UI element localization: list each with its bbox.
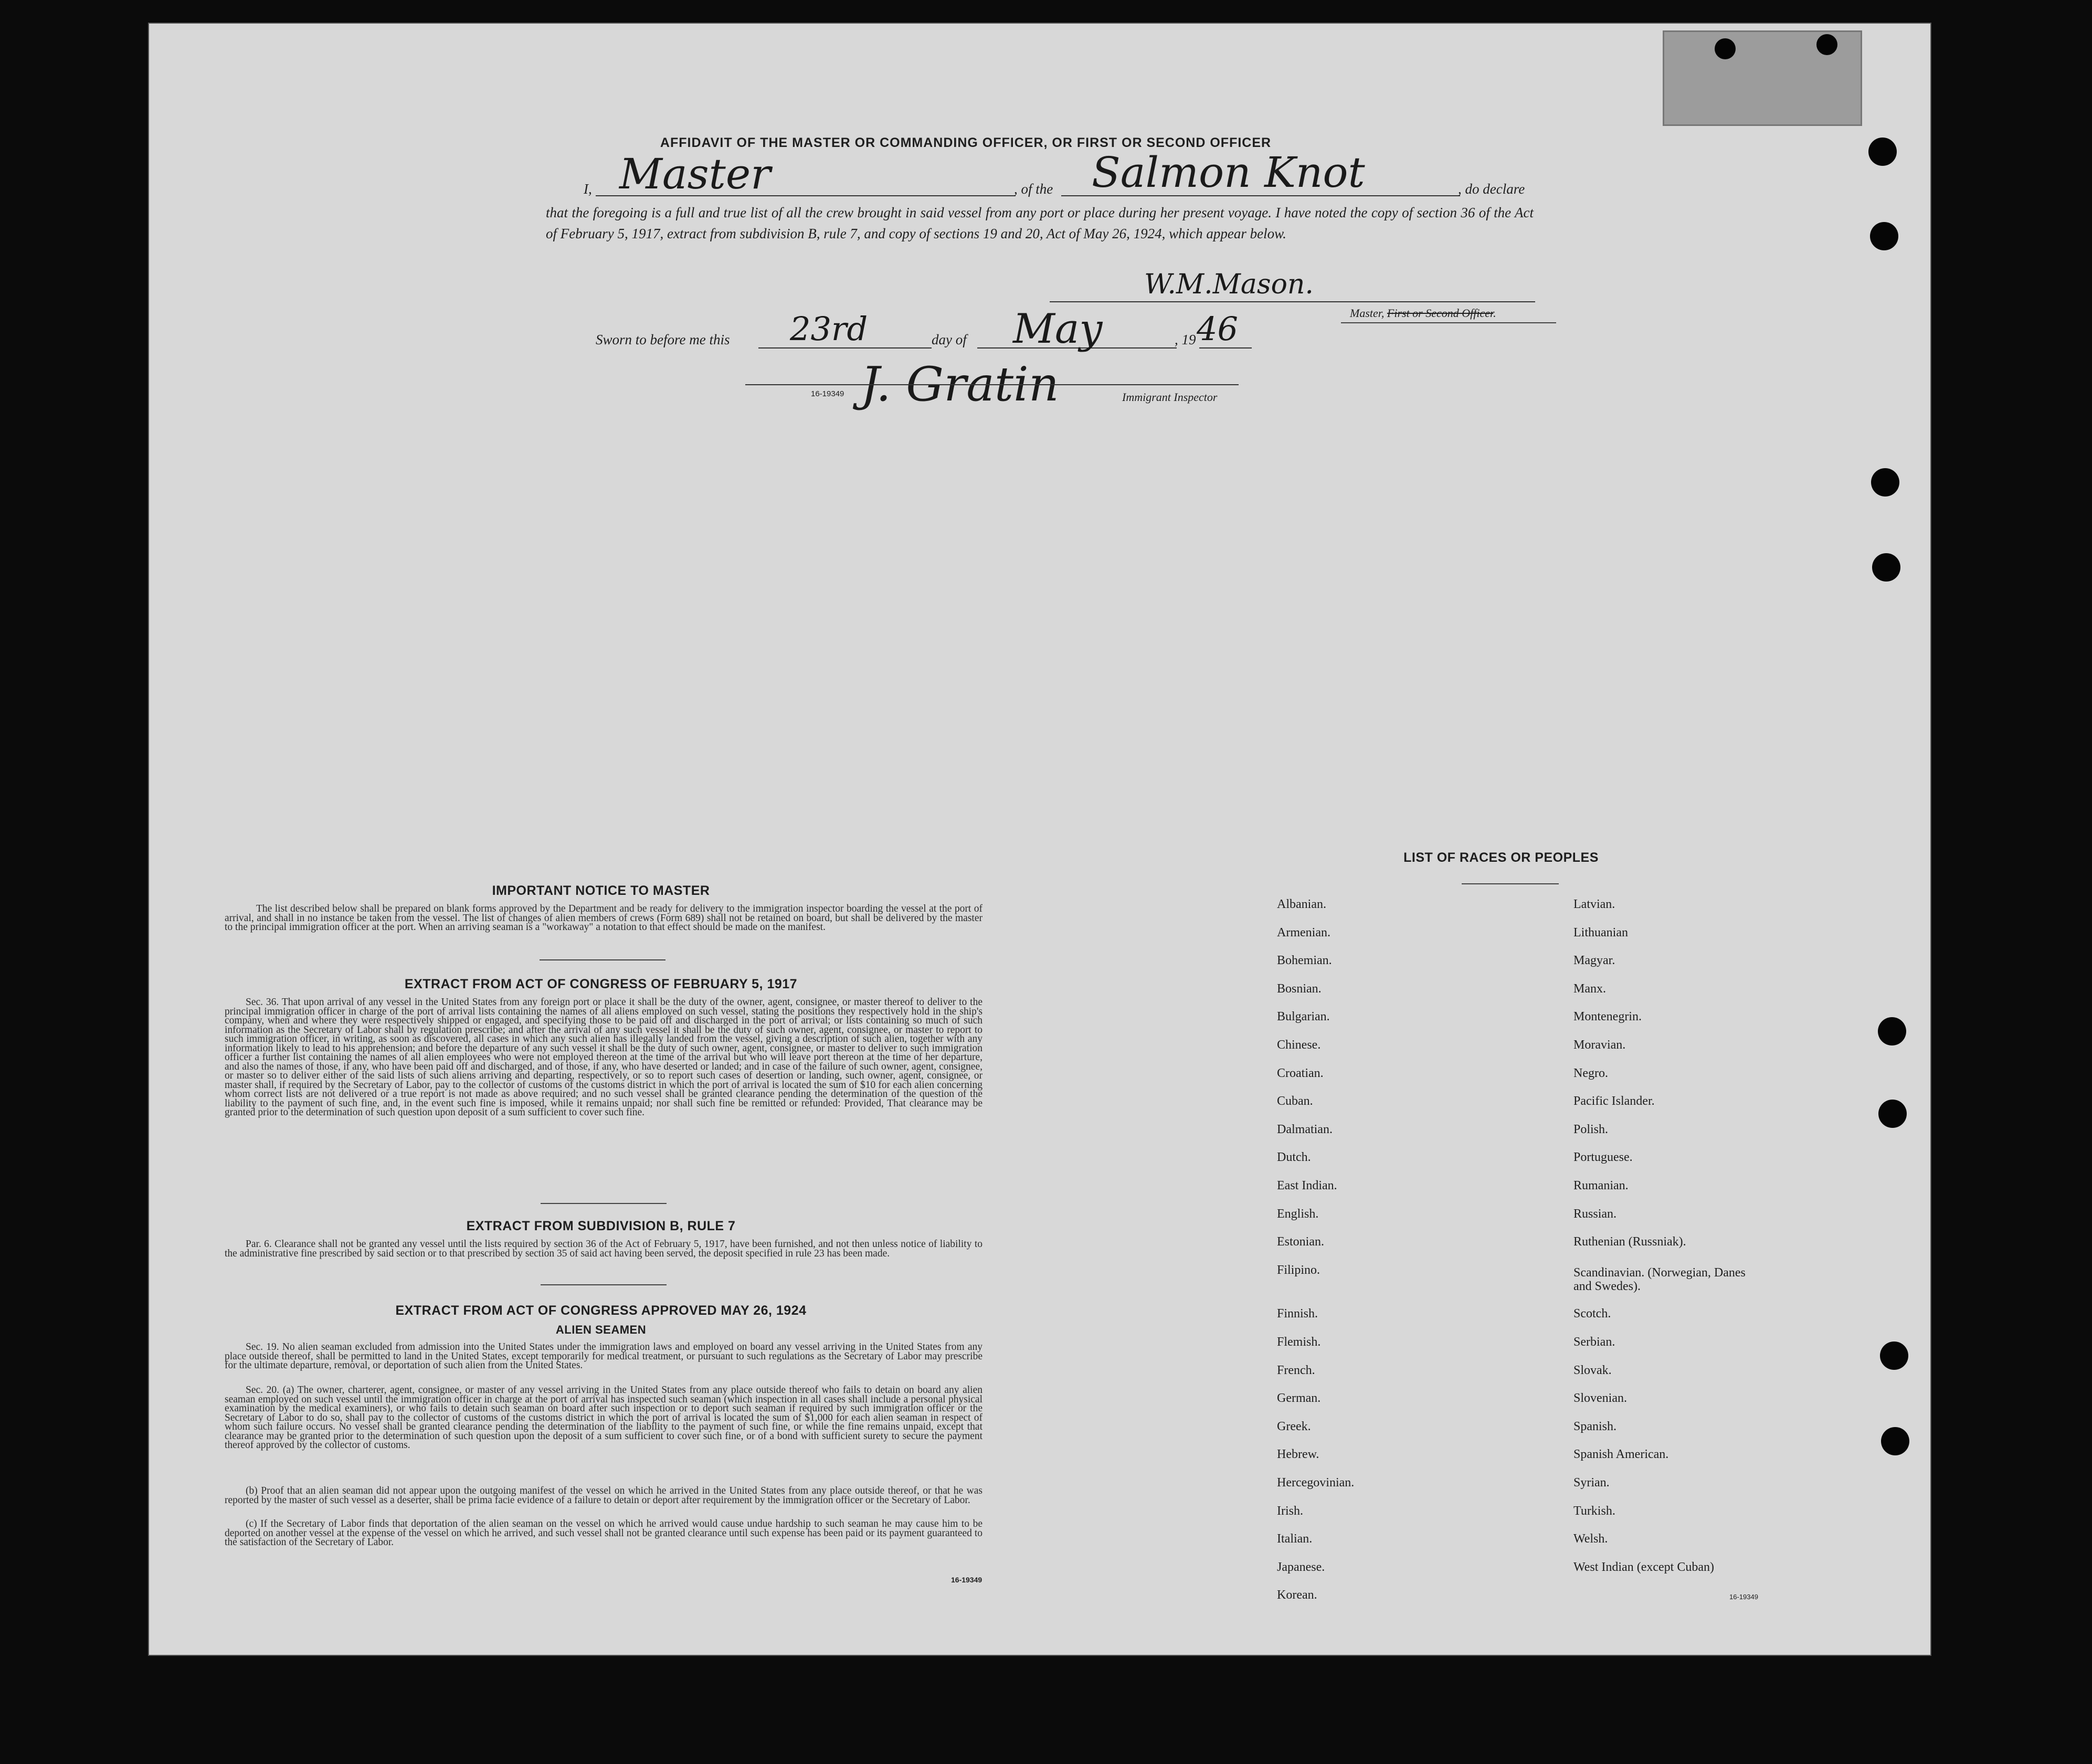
race-item: Manx. — [1573, 981, 1606, 996]
race-item: Russian. — [1573, 1207, 1617, 1221]
race-item: Estonian. — [1277, 1235, 1324, 1249]
signature-line — [1050, 301, 1535, 302]
master-signature: W.M.Mason. — [1144, 269, 1314, 300]
inspector-caption: Immigrant Inspector — [1122, 390, 1218, 404]
binder-hole — [1881, 1427, 1909, 1455]
extract-1917-text: Sec. 36. That upon arrival of any vessel in the United States from any foreign port or place it shall be the duty of the owner, agent, consignee, or master thereof to deliver to the principal immigration officer in charge of the port of arrival lists containing the names of all aliens employed on such vessel, stating the positions they respectively hold in the ship's company, when and where they were respectively shipped or engaged, and specifying those to be paid off and discharged in the port of arrival; or lists containing so much of such information as the Secretary of Labor shall by regulation prescribe; and after the arrival of any such vessel it shall be the duty of such owner, agent, consignee, or master to report to such immigration officer, in writing, as soon as discovered, all cases in which any such alien has illegally landed from the vessel, giving a description of such alien, together with any information likely to lead to his apprehension; and before the departure of any such vessel it shall be the duty of such owner, agent, consignee, or master to deliver to such immigration officer a further list containing the names of all alien employees who were not employed thereon at the time of the arrival but who will leave port thereon at the time of her departure, and also the names of those, if any, who have been paid off and discharged, and of those, if any, who have deserted or landed; and in case of the failure of such owner, agent, consignee, or master so to deliver either of the said lists of such aliens arriving and departing, respectively, or so to report such cases of desertion or landing, such owner, agent, consignee, or master shall, if required by the Secretary of Labor, pay to the collector of customs of the customs district in which the port of arrival is located the sum of $10 for each alien concerning whom correct lists are not delivered or a true report is not made as above required; and no such vessel shall be granted clearance pending the determination of the question of the liability to the payment of such fine, and, in the event such fine is imposed, while it remains unpaid; nor shall such fine be remitted or refunded: Provided, That clearance may be granted prior to the determination of such question upon deposit of a sum sufficient to cover such fine. — [225, 997, 982, 1118]
of-the-label: , of the — [1014, 181, 1053, 197]
sworn-day: 23rd — [790, 310, 868, 348]
sworn-month: May — [1013, 305, 1103, 353]
race-item: Cuban. — [1277, 1094, 1313, 1108]
race-item: Bosnian. — [1277, 981, 1322, 996]
race-item: Serbian. — [1573, 1335, 1615, 1349]
race-item: Irish. — [1277, 1504, 1303, 1518]
race-item: French. — [1277, 1363, 1315, 1377]
master-handwriting: Master — [619, 150, 771, 198]
race-item: Albanian. — [1277, 897, 1326, 911]
vessel-handwriting: Salmon Knot — [1092, 148, 1365, 197]
divider — [541, 1203, 667, 1204]
divider — [1462, 883, 1559, 884]
race-item: Turkish. — [1573, 1504, 1615, 1518]
race-item: Armenian. — [1277, 925, 1330, 939]
extract-1924-subtitle: ALIEN SEAMEN — [555, 1323, 647, 1336]
race-item: Hebrew. — [1277, 1448, 1319, 1462]
sworn-label: Sworn to before me this — [596, 332, 730, 347]
race-item: Croatian. — [1277, 1066, 1324, 1080]
do-declare-label: , do declare — [1458, 181, 1525, 197]
notice-text: The list described below shall be prepared on blank forms approved by the Department and be ready for delivery to the immigration inspector boarding the vessel at the port of arrival, and shall in no instance be taken from the vessel. The list of changes of alien members of crews (Form 689) shall not be retained on board, but shall be delivered by the master to the principal immigration officer at the port. When an arriving seaman is a "workaway" a notation to that effect should be made on the manifest. — [225, 903, 982, 933]
sec20c-text: (c) If the Secretary of Labor finds that deportation of the alien seaman on the vessel on which he arrived would cause undue hardship to such seaman he may cause him to be deported on another vessel at the expense of the vessel on which he arrived, and such vessel shall not be granted clearance until such expense has been paid or its payment guaranteed to the satisfaction of the Secretary of Labor. — [225, 1518, 982, 1548]
races-title: LIST OF RACES OR PEOPLES — [1403, 850, 1599, 865]
signer-caption — [1350, 307, 1496, 320]
race-item: Spanish American. — [1573, 1448, 1669, 1462]
race-item: Negro. — [1573, 1066, 1608, 1080]
divider — [541, 1284, 667, 1285]
race-item: Polish. — [1573, 1122, 1609, 1136]
rule7-title: EXTRACT FROM SUBDIVISION B, RULE 7 — [466, 1219, 736, 1233]
form-number: 16-19349 — [811, 389, 844, 398]
race-item: Magyar. — [1573, 954, 1615, 968]
signer-caption-struck: First or Second Officer — [1387, 307, 1494, 320]
race-item: East Indian. — [1277, 1179, 1337, 1192]
race-item: Ruthenian (Russniak). — [1573, 1235, 1686, 1249]
inspector-line — [745, 384, 1239, 385]
race-item: Chinese. — [1277, 1038, 1321, 1052]
extract-1917-title: EXTRACT FROM ACT OF CONGRESS OF FEBRUARY 5, 1917 — [404, 977, 798, 991]
tape-hole — [1715, 38, 1736, 59]
extract-form-number: 16-19349 — [951, 1576, 982, 1584]
sec19-text: Sec. 19. No alien seaman excluded from admission into the United States under the immigration laws and employed on board any vessel arriving in the United States from any place outside thereof, shall be permitted to land in the United States, except temporarily for medical treatment, or pursuant to such regulations as the Secretary of Labor may prescribe for the ultimate departure, removal, or deportation of such alien from the United States. — [225, 1342, 982, 1371]
race-item: German. — [1277, 1391, 1321, 1406]
sec20a-text: Sec. 20. (a) The owner, charterer, agent, consignee, or master of any vessel arriving in the United States from any place outside thereof who fails to detain on board any alien seaman employed on such vessel until the immigration officer in charge at the port of arrival has inspected such seaman (which inspection in all cases shall include a personal physical examination by the medical examiners), or who fails to detain such seaman on board after such inspection or to deport such seaman if required by such immigration officer or the Secretary of Labor to do so, shall pay to the collector of customs of the customs district in which the port of arrival is located the sum of $1,000 for each alien seaman in respect of whom such failure occurs. No vessel shall be granted clearance pending the determination of the liability to the payment of such fine, or while the fine remains unpaid, except that clearance may be granted prior to the determination of such question upon the deposit of a sum sufficient to cover such fine, or of a bond with sufficient surety to secure the payment thereof approved by the collector of customs. — [225, 1385, 982, 1451]
race-item: Rumanian. — [1573, 1179, 1629, 1192]
i-label: I, — [584, 181, 592, 197]
race-item: Greek. — [1277, 1419, 1311, 1433]
race-item: Latvian. — [1573, 897, 1615, 911]
tape-strip — [1663, 30, 1862, 126]
signer-caption-prefix: Master, — [1350, 307, 1385, 320]
binder-hole — [1871, 468, 1899, 497]
affidavit-body: that the foregoing is a full and true list of all the crew brought in said vessel from any port or place during her present voyage. I have noted the copy of section 36 of the Act of February 5, 1917, extract from subdivision B, rule 7, and copy of sections 19 and 20, Act of May 26, 1924, which appear below. — [546, 205, 1534, 241]
race-item: Spanish. — [1573, 1419, 1617, 1433]
race-item: Korean. — [1277, 1588, 1317, 1602]
binder-hole — [1870, 222, 1898, 250]
race-item: Montenegrin. — [1573, 1010, 1642, 1024]
race-item: Lithuanian — [1573, 925, 1628, 939]
year-prefix: , 19 — [1175, 332, 1196, 347]
binder-hole — [1872, 553, 1900, 582]
race-item: Bohemian. — [1277, 954, 1332, 968]
race-item: Italian. — [1277, 1532, 1313, 1546]
inspector-signature: J. Gratin — [861, 357, 1059, 412]
race-item: Dutch. — [1277, 1150, 1311, 1165]
sec20b-text: (b) Proof that an alien seaman did not appear upon the outgoing manifest of the vessel on which he arrived in the United States from any place outside thereof, or that he was reported by the master of such vessel as a deserter, shall be prima facie evidence of a failure to detain or deport after requirement by the immigration officer or the Secretary of Labor. — [225, 1485, 982, 1506]
signer-caption-suffix: . — [1493, 307, 1496, 320]
race-item: Welsh. — [1573, 1532, 1608, 1546]
race-item: Syrian. — [1573, 1476, 1610, 1490]
race-item: Slovak. — [1573, 1363, 1612, 1377]
race-item: Dalmatian. — [1277, 1122, 1333, 1136]
race-item: Scotch. — [1573, 1307, 1611, 1321]
race-item: Japanese. — [1277, 1560, 1325, 1574]
races-form-number: 16-19349 — [1729, 1593, 1758, 1601]
race-item: Pacific Islander. — [1573, 1094, 1655, 1108]
race-item: West Indian (except Cuban) — [1573, 1560, 1714, 1574]
sworn-year: 46 — [1197, 310, 1238, 348]
race-item: Filipino. — [1277, 1263, 1320, 1277]
race-item: Flemish. — [1277, 1335, 1321, 1349]
strike-line — [1341, 322, 1556, 323]
tape-hole — [1816, 34, 1837, 55]
race-item: Scandinavian. (Norwegian, Danes and Swedes). — [1573, 1265, 1746, 1293]
race-item: Portuguese. — [1573, 1150, 1633, 1165]
binder-hole — [1868, 138, 1897, 166]
race-item: Slovenian. — [1573, 1391, 1627, 1406]
race-item: Hercegovinian. — [1277, 1476, 1355, 1490]
race-item: Finnish. — [1277, 1307, 1318, 1321]
binder-hole — [1878, 1100, 1907, 1128]
notice-title: IMPORTANT NOTICE TO MASTER — [492, 883, 710, 898]
race-item: Moravian. — [1573, 1038, 1626, 1052]
extract-1924-title: EXTRACT FROM ACT OF CONGRESS APPROVED MAY 26, 1924 — [395, 1303, 807, 1318]
race-item: English. — [1277, 1207, 1319, 1221]
binder-hole — [1880, 1342, 1908, 1370]
race-item: Bulgarian. — [1277, 1010, 1330, 1024]
divider — [540, 959, 665, 960]
rule7-text: Par. 6. Clearance shall not be granted any vessel until the lists required by section 36 of the Act of February 5, 1917, have been furnished, and not then unless notice of liability to the administrative fine prescribed by said section or to that prescribed by section 35 of said act having been served, the deposit specified in rule 23 has been made. — [225, 1239, 982, 1259]
affidavit-title: AFFIDAVIT OF THE MASTER OR COMMANDING OFFICER, OR FIRST OR SECOND OFFICER — [660, 135, 1272, 150]
day-of-label: day of — [932, 332, 967, 347]
binder-hole — [1878, 1017, 1906, 1045]
